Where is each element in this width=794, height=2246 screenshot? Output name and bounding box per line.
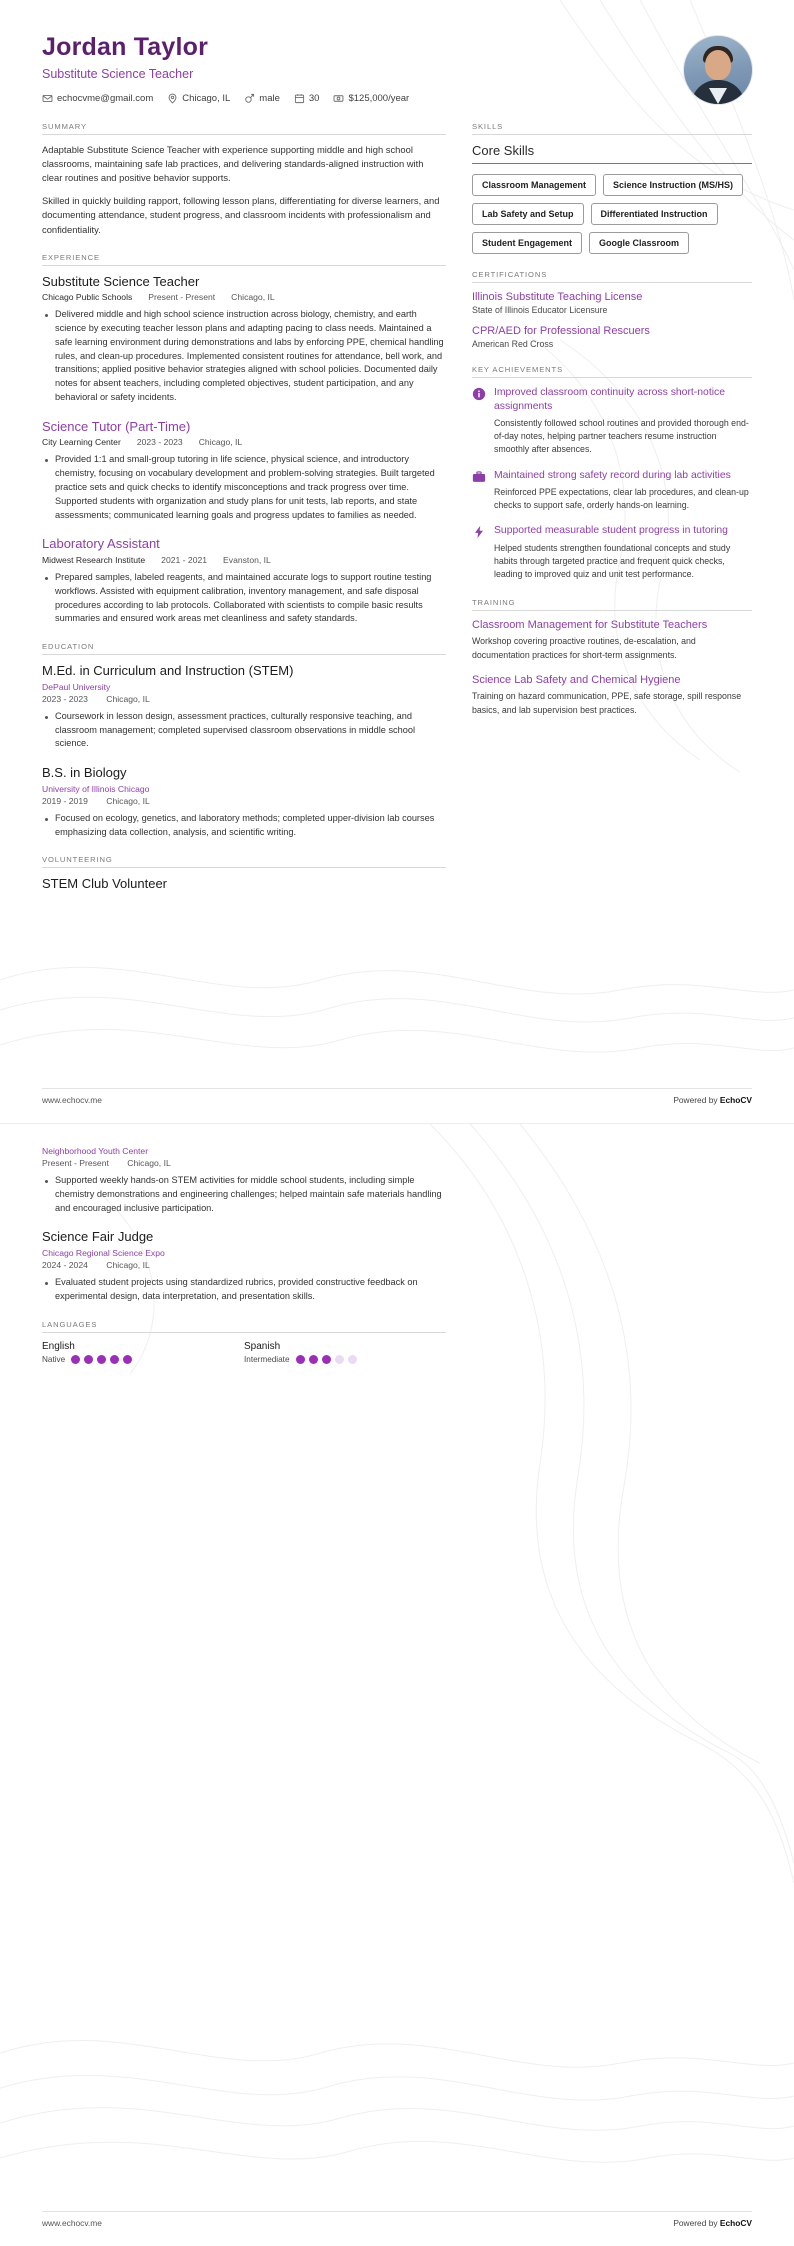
language-level-dots: [296, 1355, 357, 1364]
education-location: Chicago, IL: [106, 795, 150, 806]
certification-title: CPR/AED for Professional Rescuers: [472, 325, 650, 337]
achievement-title: Supported measurable student progress in tutoring: [494, 525, 728, 537]
avatar: [684, 36, 752, 104]
education-title: B.S. in Biology: [42, 765, 127, 781]
volunteering-bullets: [42, 1276, 446, 1304]
section-label-experience: EXPERIENCE: [42, 253, 446, 266]
achievement-title: Maintained strong safety record during lab activities: [494, 469, 731, 481]
certification-issuer: State of Illinois Educator Licensure: [472, 305, 608, 315]
contact-location: [167, 93, 230, 104]
left-column: [42, 122, 446, 895]
contact-salary: [333, 93, 409, 104]
volunteering-org: Chicago Regional Science Expo: [42, 1247, 165, 1258]
contact-email-text: echocvme@gmail.com: [57, 92, 154, 104]
volunteering-dates: 2024 - 2024: [42, 1259, 88, 1270]
experience-org: Midwest Research Institute: [42, 555, 146, 565]
footer-powered-by: [673, 1095, 752, 1105]
experience-meta: [42, 292, 446, 302]
experience-title: Laboratory Assistant: [42, 536, 160, 552]
achievement-title: Improved classroom continuity across short-notice assignments: [494, 387, 725, 412]
experience-org: City Learning Center: [42, 437, 121, 448]
footer-website[interactable]: www.echocv.me: [42, 2218, 102, 2228]
education-bullets: [42, 710, 446, 751]
experience-bullets: [42, 453, 446, 522]
bullet-item: Coursework in lesson design, assessment practices, culturally responsive teaching, and classroom management; completed supervised classroom observations in middle school science.: [53, 710, 446, 751]
achievement-body: Helped students strengthen foundational concepts and study habits through targeted practice and frequent quick checks, leading to improved quiz and unit test performance.: [494, 543, 731, 580]
experience-title: Science Tutor (Part-Time): [42, 418, 191, 434]
footer-divider: [42, 2211, 752, 2212]
volunteering-entry: [42, 1146, 446, 1215]
volunteering-bullets: [42, 1174, 446, 1215]
volunteering-dates: Present - Present: [42, 1158, 109, 1168]
bullet-item: Provided 1:1 and small-group tutoring in life science, physical science, and introductory chemistry, focusing on vocabulary development and problem-solving strategies. Built targeted practice sets and quick checks to identify misconceptions and track progress over time. Supported students with organization and study plans for unit tests, lab reports, and state assessments; communicated learning goals and progress updates to families as needed.: [53, 453, 446, 522]
training-body: Workshop covering proactive routines, de-escalation, and documentation practices for short-term assignments.: [472, 636, 696, 660]
right-column: [472, 122, 752, 729]
achievement-entry: [472, 469, 752, 513]
footer-brand-name: EchoCV: [719, 1095, 752, 1105]
volunteering-entry: [42, 1229, 446, 1303]
experience-location: Chicago, IL: [198, 437, 243, 448]
calendar-icon: [294, 93, 305, 104]
education-meta: [42, 682, 446, 704]
language-level: Intermediate: [244, 1354, 290, 1364]
resume-header: [0, 0, 794, 112]
training-title: Classroom Management for Substitute Teachers: [472, 618, 708, 631]
envelope-icon: [42, 93, 53, 104]
education-dates: 2019 - 2019: [42, 795, 88, 806]
achievement-body: Reinforced PPE expectations, clear lab procedures, and clean-up checks to support safe, orderly hands-on learning.: [494, 487, 749, 511]
left-column-page2: [42, 1146, 446, 1364]
education-title: M.Ed. in Curriculum and Instruction (STEM): [42, 663, 294, 679]
skill-chip: Google Classroom: [589, 232, 689, 254]
section-label-certifications: CERTIFICATIONS: [472, 270, 752, 283]
volunteering-title: Science Fair Judge: [42, 1229, 154, 1245]
contact-location-text: Chicago, IL: [182, 92, 231, 104]
volunteering-title: STEM Club Volunteer: [42, 876, 168, 892]
experience-dates: 2021 - 2021: [161, 555, 208, 565]
section-label-volunteering: VOLUNTEERING: [42, 855, 446, 868]
section-label-languages: LANGUAGES: [42, 1320, 446, 1333]
footer-powered-prefix: Powered by: [673, 2218, 720, 2228]
education-dates: 2023 - 2023: [42, 693, 88, 704]
footer-powered-by: [673, 2218, 752, 2228]
section-label-key-achievements: KEY ACHIEVEMENTS: [472, 365, 752, 378]
location-pin-icon: [167, 93, 178, 104]
contact-gender-text: male: [259, 92, 280, 104]
contact-age-text: 30: [308, 92, 320, 104]
section-label-education: EDUCATION: [42, 642, 446, 655]
certification-entry: [472, 291, 752, 315]
footer-brand-name: EchoCV: [719, 2218, 752, 2228]
contact-email: [42, 93, 153, 104]
experience-meta: [42, 555, 446, 565]
bullet-item: Evaluated student projects using standardized rubrics, provided constructive feedback on experimental design, data interpretation, and presentation skills.: [53, 1276, 446, 1304]
summary-paragraph-1: Adaptable Substitute Science Teacher with experience supporting middle and high school classrooms, maintaining safe lab practices, and delivering standards-aligned instruction with clear routines and positive behavior supports.: [42, 144, 424, 184]
achievement-entry: [472, 386, 752, 457]
experience-bullets: [42, 571, 446, 626]
section-label-skills: SKILLS: [472, 122, 752, 135]
skill-chip: Classroom Management: [472, 174, 596, 196]
certification-issuer: American Red Cross: [472, 339, 554, 349]
experience-title: Substitute Science Teacher: [42, 273, 200, 289]
certification-entry: [472, 325, 752, 349]
job-role-subtitle: Substitute Science Teacher: [42, 66, 194, 81]
money-icon: [333, 93, 344, 104]
contact-gender: [244, 93, 280, 104]
training-entry: [472, 674, 752, 717]
skill-chip: Lab Safety and Setup: [472, 203, 584, 225]
experience-dates: 2023 - 2023: [136, 437, 183, 448]
briefcase-icon: [472, 470, 486, 484]
volunteering-entry: [42, 876, 446, 892]
footer-website[interactable]: www.echocv.me: [42, 1095, 102, 1105]
bullet-item: Supported weekly hands-on STEM activities for middle school students, including simple chemistry demonstrations and engineering challenges; helped maintain safe materials handling and encouraged inclusive participation.: [53, 1174, 446, 1215]
gender-icon: [244, 93, 255, 104]
experience-location: Evanston, IL: [223, 555, 271, 565]
skills-chip-list: [472, 174, 752, 254]
training-title: Science Lab Safety and Chemical Hygiene: [472, 673, 681, 686]
achievement-body: Consistently followed school routines and provided thorough end-of-day notes, helping partner teachers resume instruction smoothly after absences.: [494, 418, 749, 455]
language-entry: [42, 1341, 244, 1364]
education-bullets: [42, 812, 446, 840]
section-label-training: TRAINING: [472, 598, 752, 611]
contact-row: [42, 93, 423, 104]
contact-age: [294, 93, 320, 104]
resume-body: [0, 112, 794, 895]
header-left: [42, 34, 423, 104]
volunteering-location: Chicago, IL: [106, 1259, 150, 1270]
education-location: Chicago, IL: [106, 693, 150, 704]
language-entry: [244, 1341, 446, 1364]
education-org: DePaul University: [42, 681, 111, 692]
education-entry: [42, 663, 446, 751]
education-meta: [42, 784, 446, 806]
training-body: Training on hazard communication, PPE, safe storage, spill response basics, and lab supervision best practices.: [472, 691, 742, 715]
training-entry: [472, 619, 752, 662]
contact-salary-text: $125,000/year: [348, 92, 410, 104]
page-title: Jordan Taylor: [42, 33, 209, 61]
education-entry: [42, 765, 446, 839]
volunteering-location: Chicago, IL: [127, 1158, 171, 1168]
skills-heading: Core Skills: [472, 143, 752, 164]
resume-page-2: [0, 1123, 794, 2246]
volunteering-meta: [42, 1248, 446, 1270]
footer-powered-prefix: Powered by: [673, 1095, 720, 1105]
bullet-item: Focused on ecology, genetics, and laboratory methods; completed upper-division lab courses emphasizing data collection, analysis, and scientific writing.: [53, 812, 446, 840]
bullet-item: Delivered middle and high school science instruction across biology, chemistry, and earth science by executing teacher lesson plans and adapting pacing to class needs. Maintained a safe learning environment during demonstrations and labs by enforcing PPE, chemical handling rules, and clean-up procedures. Implemented consistent routines for attendance, bell work, and transitions; applied positive behavior strategies aligned with school policies. Documented daily notes for absent teachers, including completed objectives, student participation, and any behavioral or safety incidents.: [53, 308, 446, 405]
language-name: Spanish: [244, 1340, 281, 1352]
skill-chip: Science Instruction (MS/HS): [603, 174, 743, 196]
language-name: English: [42, 1340, 75, 1352]
info-circle-icon: [472, 387, 486, 401]
language-level-dots: [71, 1355, 132, 1364]
experience-location: Chicago, IL: [231, 292, 275, 303]
resume-body-page2: [0, 1124, 794, 1364]
lightning-bolt-icon: [472, 525, 486, 539]
skill-chip: Differentiated Instruction: [591, 203, 718, 225]
education-org: University of Illinois Chicago: [42, 783, 150, 794]
volunteering-org: Neighborhood Youth Center: [42, 1146, 149, 1156]
experience-entry: [42, 419, 446, 523]
volunteering-meta: [42, 1146, 446, 1168]
page-footer: [0, 2218, 794, 2246]
experience-entry: [42, 274, 446, 405]
experience-bullets: [42, 308, 446, 405]
experience-entry: [42, 536, 446, 626]
bullet-item: Prepared samples, labeled reagents, and maintained accurate logs to support routine testing workflows. Assisted with equipment calibration, inventory management, and safe disposal procedures according to lab protocols. Collaborated with scientists to compile basic results summaries and ensured work areas met cleanliness and safety standards.: [53, 571, 446, 626]
page-footer: [0, 1095, 794, 1123]
languages-grid: [42, 1341, 446, 1364]
section-label-summary: SUMMARY: [42, 122, 446, 135]
certification-title: Illinois Substitute Teaching License: [472, 291, 643, 303]
footer-divider: [42, 1088, 752, 1089]
experience-dates: Present - Present: [148, 292, 216, 303]
skill-chip: Student Engagement: [472, 232, 582, 254]
language-level: Native: [42, 1354, 66, 1364]
summary-paragraph-2: Skilled in quickly building rapport, following lesson plans, differentiating for diverse learners, and documenting attendance, student progress, and classroom incidents with professionalism and confidentiality.: [42, 195, 440, 235]
experience-org: Chicago Public Schools: [42, 292, 133, 303]
achievement-entry: [472, 524, 752, 581]
experience-meta: [42, 437, 446, 447]
